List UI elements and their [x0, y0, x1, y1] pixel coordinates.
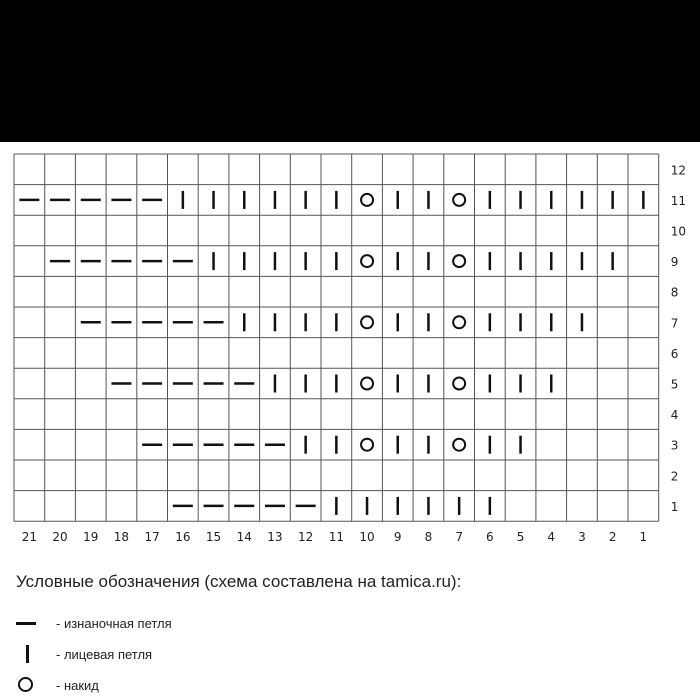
yarn-over-mark	[361, 255, 373, 267]
yarn-over-mark	[361, 194, 373, 206]
purl-symbol-icon	[16, 612, 44, 634]
row-label: 6	[670, 346, 679, 361]
row-label: 9	[670, 255, 679, 270]
column-label: 1	[639, 530, 648, 545]
row-label: 12	[670, 163, 686, 178]
column-label: 3	[578, 530, 586, 545]
yarn-over-mark	[453, 255, 465, 267]
column-label: 14	[236, 530, 252, 545]
row-label: 1	[670, 499, 679, 514]
column-label: 13	[267, 530, 283, 545]
row-label: 10	[670, 224, 686, 239]
column-label: 5	[516, 530, 525, 545]
column-label: 9	[393, 530, 402, 545]
row-label: 8	[670, 285, 679, 300]
legend-title: Условные обозначения (схема составлена на tamica.ru):	[16, 572, 462, 591]
yarn-over-mark	[361, 316, 373, 328]
column-label: 7	[455, 530, 463, 545]
yarn-over-mark	[453, 378, 465, 390]
yarn-over-mark	[453, 194, 465, 206]
yarn-over-mark	[453, 439, 465, 451]
column-label: 20	[52, 530, 68, 545]
column-label: 2	[608, 530, 617, 545]
column-label: 6	[486, 530, 494, 545]
column-label: 21	[21, 530, 37, 545]
column-label: 10	[359, 530, 375, 545]
column-label: 17	[144, 530, 160, 545]
yarn-over-mark	[361, 378, 373, 390]
legend-label-yarn-over: - накид	[56, 677, 99, 693]
column-label: 19	[83, 530, 99, 545]
knit-symbol-icon	[16, 643, 44, 665]
row-label: 3	[670, 438, 679, 453]
yarn-over-symbol-icon	[16, 674, 44, 696]
column-label: 8	[424, 530, 433, 545]
yarn-over-mark	[453, 316, 465, 328]
column-label: 15	[205, 530, 222, 545]
row-label: 7	[670, 316, 679, 331]
yarn-over-mark	[361, 439, 373, 451]
column-label: 16	[175, 530, 191, 545]
row-label: 5	[670, 377, 679, 392]
legend-item-yarn-over	[16, 674, 99, 696]
legend-item-purl	[16, 612, 172, 634]
legend-label-knit: - лицевая петля	[56, 646, 153, 662]
legend-label-purl: - изнаночная петля	[56, 615, 172, 631]
column-label: 18	[113, 530, 130, 545]
legend-item-knit	[16, 643, 152, 665]
row-label: 11	[670, 193, 686, 208]
column-label: 4	[547, 530, 556, 545]
row-label: 4	[670, 408, 679, 423]
column-label: 11	[328, 530, 344, 545]
column-label: 12	[298, 530, 314, 545]
row-label: 2	[670, 469, 679, 484]
